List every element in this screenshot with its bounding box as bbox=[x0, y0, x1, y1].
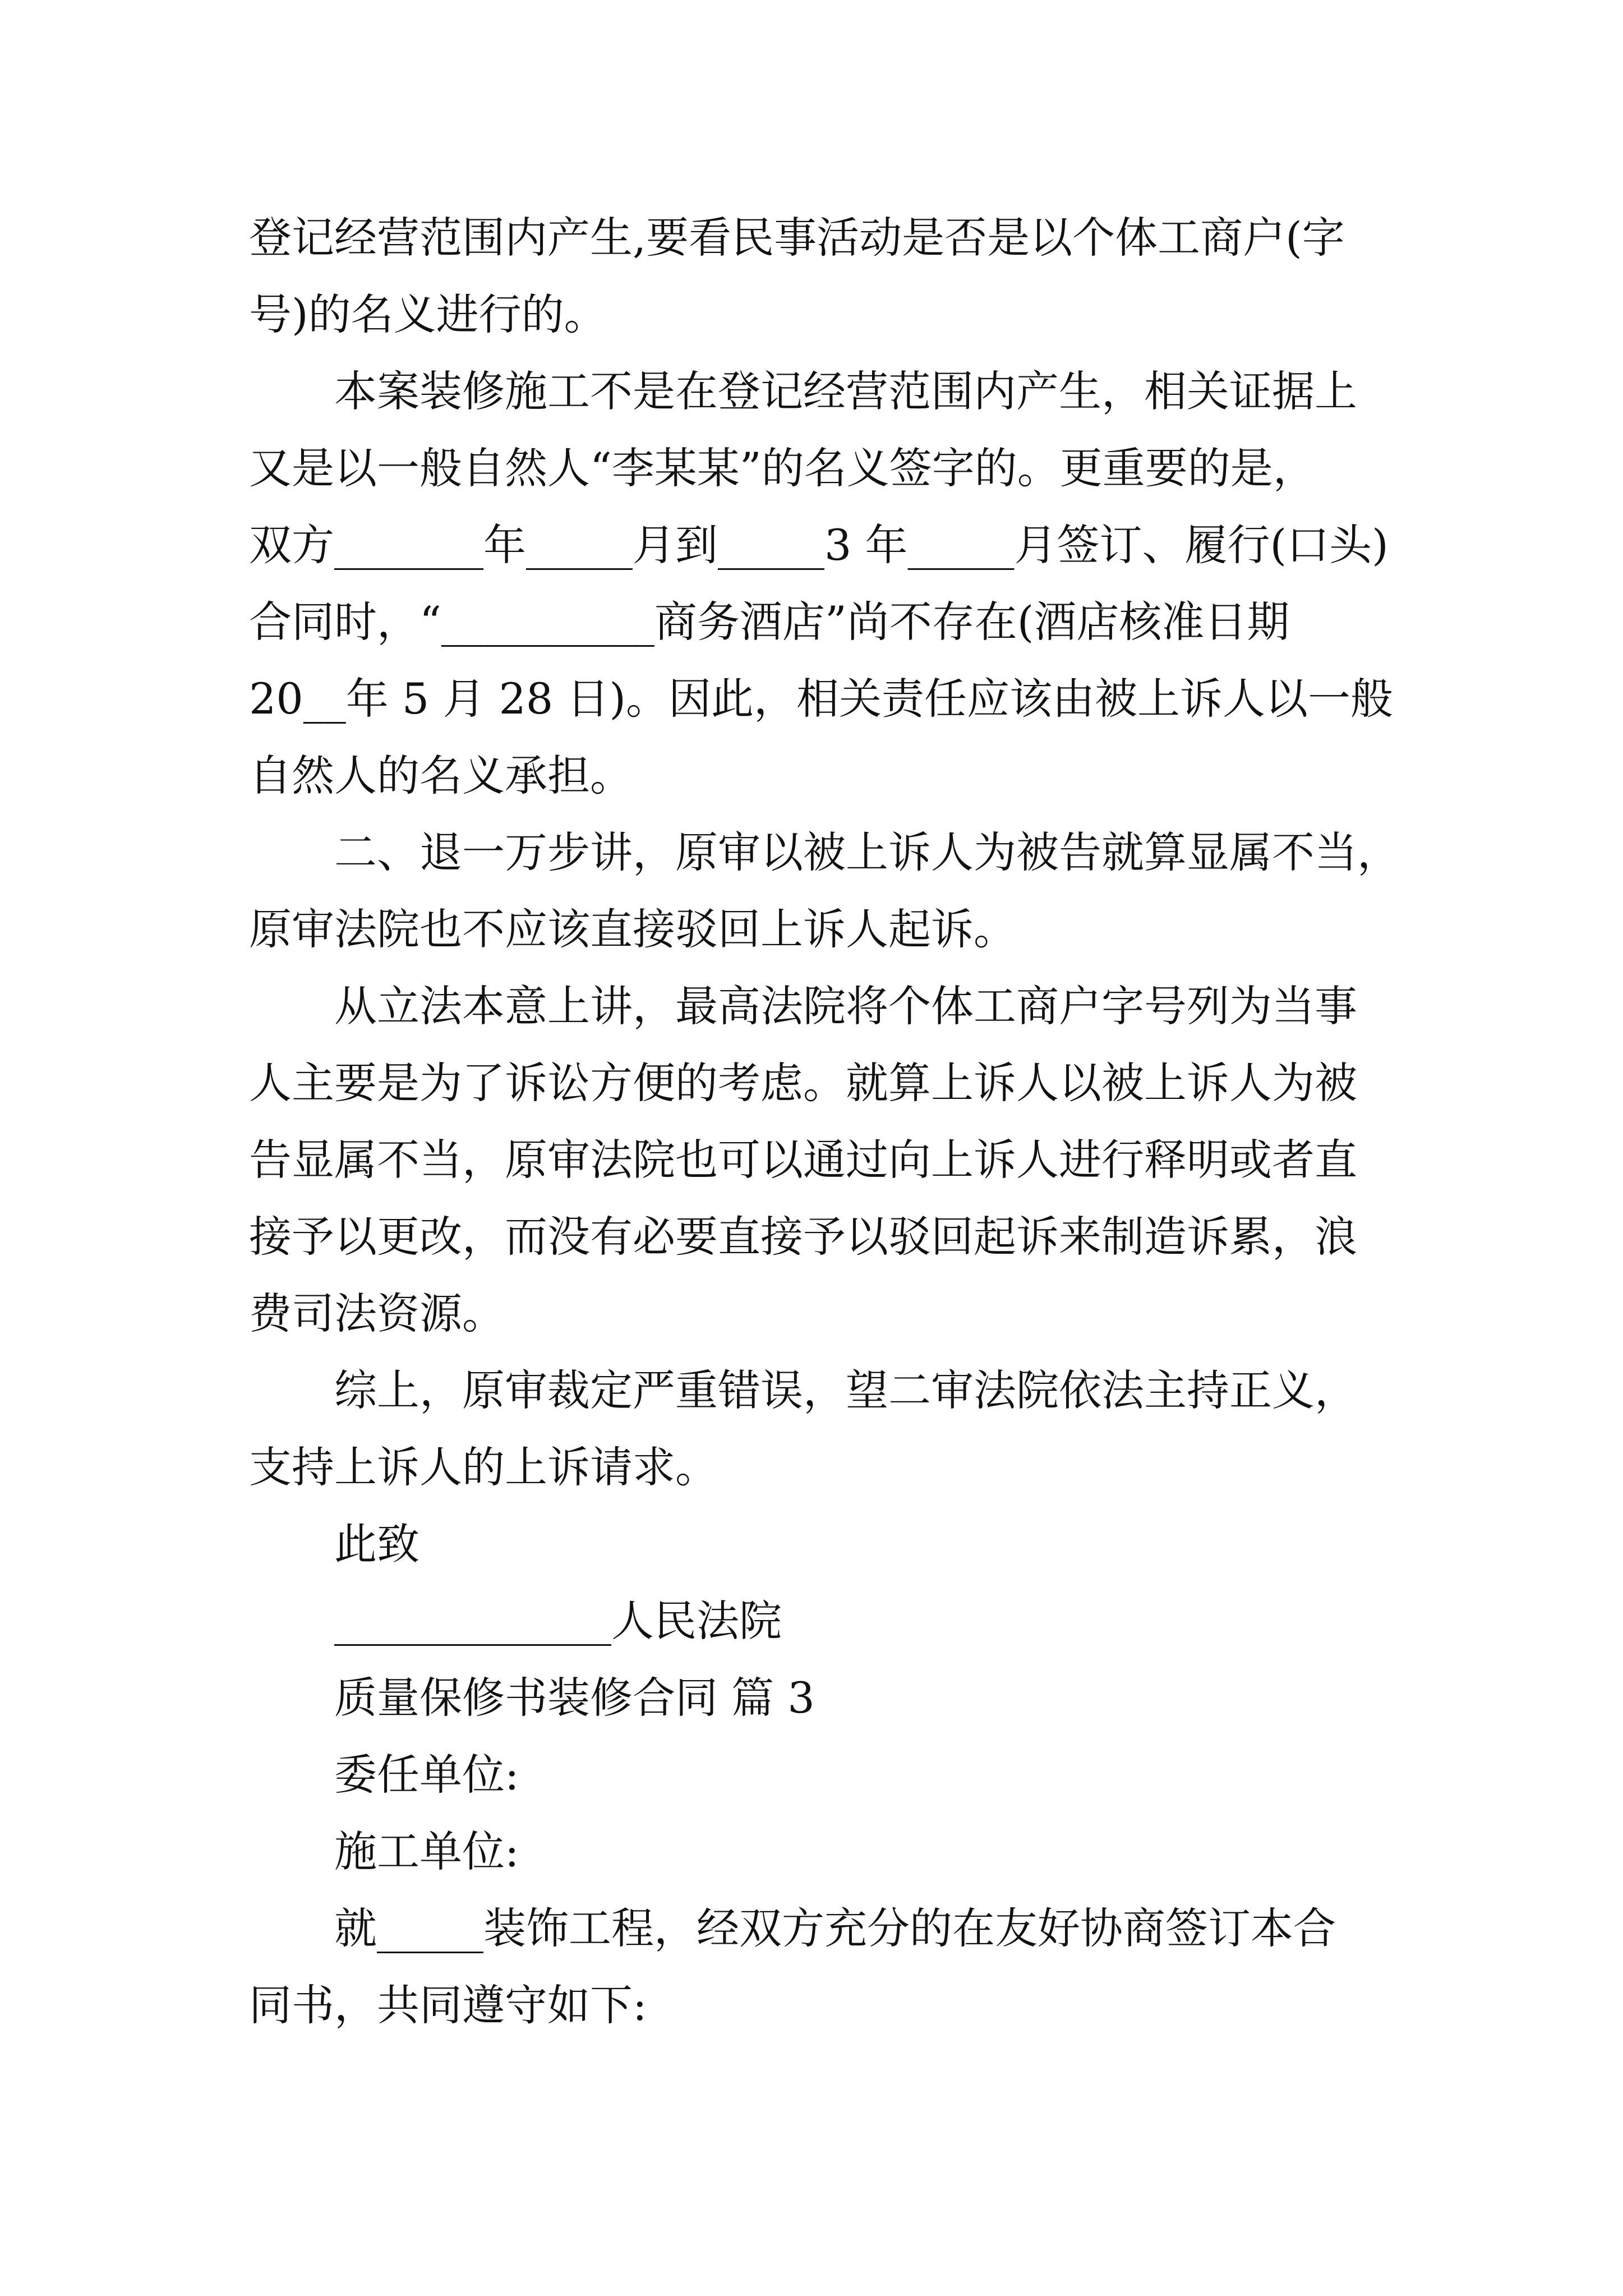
paragraph-second-argument bbox=[249, 814, 1400, 968]
text-line: 从立法本意上讲，最高法院将个体工商户字号列为当事 bbox=[334, 981, 1357, 1031]
field-commissioning-party bbox=[249, 1736, 1393, 1813]
paragraph-case-facts bbox=[249, 353, 1393, 814]
document-body bbox=[249, 199, 1400, 2044]
text-line: 综上，原审裁定严重错误，望二审法院依法主持正义， bbox=[334, 1365, 1357, 1415]
text-line: 此致 bbox=[334, 1519, 419, 1569]
text-line: 号)的名义进行的。 bbox=[249, 289, 607, 339]
text-line-with-blanks: 双方_______年_____月到_____3 年_____月签订、履行(口头) bbox=[249, 520, 1389, 570]
text-line: _____________人民法院 bbox=[334, 1596, 782, 1646]
field-construction-party bbox=[249, 1813, 1393, 1890]
text-line: 支持上诉人的上诉请求。 bbox=[249, 1442, 718, 1492]
text-line: 20__年 5 月 28 日)。因此，相关责任应该由被上诉人以一般 bbox=[249, 674, 1394, 724]
text-line: 告显属不当，原审法院也可以通过向上诉人进行释明或者直 bbox=[249, 1135, 1357, 1185]
text-line: 费司法资源。 bbox=[249, 1289, 505, 1338]
paragraph-conclusion bbox=[249, 1352, 1393, 1506]
section-heading bbox=[249, 1659, 1393, 1736]
section-title: 质量保修书装修合同 篇 3 bbox=[334, 1673, 815, 1723]
text-line: 原审法院也不应该直接驳回上诉人起诉。 bbox=[249, 904, 1016, 954]
paragraph-legislative-intent bbox=[249, 968, 1393, 1352]
text-line: 同书，共同遵守如下: bbox=[249, 1980, 647, 2030]
text-line-with-blanks: 就_____装饰工程，经双方充分的在友好协商签订本合 bbox=[334, 1903, 1336, 1953]
paragraph-contract-intro bbox=[249, 1890, 1393, 2044]
addressee-court bbox=[249, 1582, 1393, 1659]
text-line: 本案装修施工不是在登记经营范围内产生，相关证据上 bbox=[334, 366, 1357, 416]
text-line: 人主要是为了诉讼方便的考虑。就算上诉人以被上诉人为被 bbox=[249, 1058, 1357, 1108]
field-label: 委任单位: bbox=[334, 1750, 519, 1800]
text-line: 二、退一万步讲，原审以被上诉人为被告就算显属不当， bbox=[334, 827, 1400, 877]
text-line-with-blanks: 合同时，“__________商务酒店”尚不存在(酒店核准日期 bbox=[249, 597, 1290, 647]
paragraph-continued-from-previous-page bbox=[249, 199, 1393, 353]
closing-salutation bbox=[249, 1506, 1393, 1582]
text-line: 登记经营范围内产生,要看民事活动是否是以个体工商户(字 bbox=[249, 213, 1345, 263]
text-line: 自然人的名义承担。 bbox=[249, 751, 633, 800]
field-label: 施工单位: bbox=[334, 1826, 519, 1876]
text-line: 接予以更改，而没有必要直接予以驳回起诉来制造诉累，浪 bbox=[249, 1212, 1357, 1262]
text-line: 又是以一般自然人“李某某”的名义签字的。更重要的是， bbox=[249, 443, 1316, 493]
